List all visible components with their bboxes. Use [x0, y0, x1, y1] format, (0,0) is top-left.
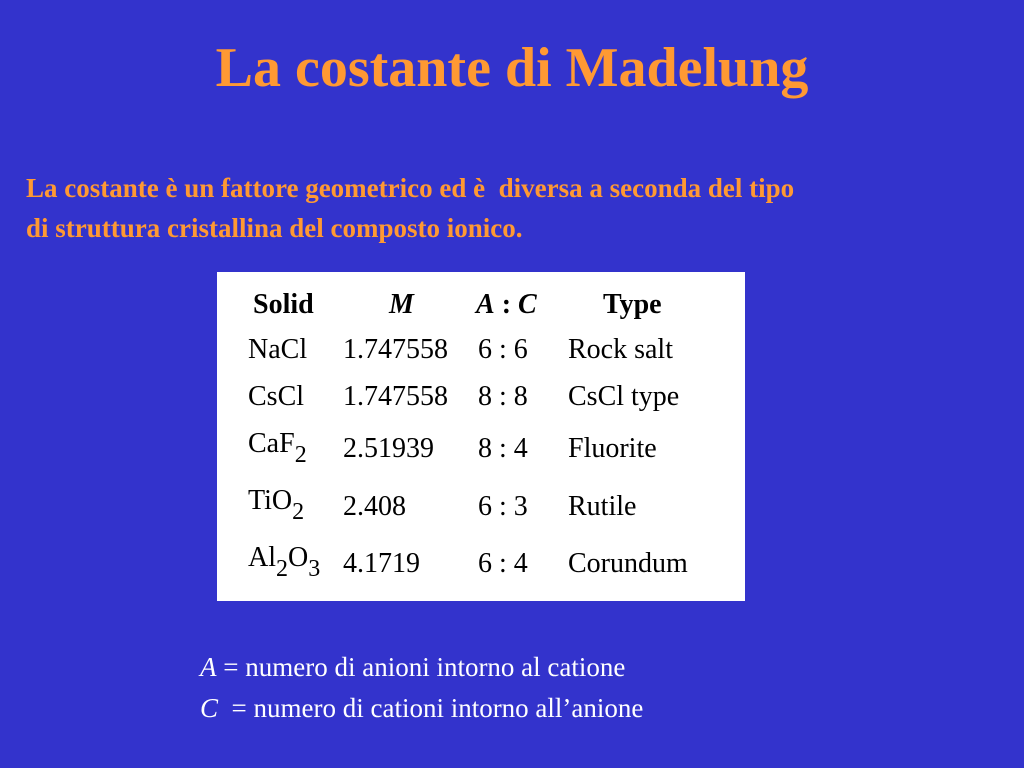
header-m: M: [389, 289, 414, 320]
header-solid: Solid: [253, 289, 314, 320]
row4-ac: 6 : 3: [478, 491, 528, 522]
row3-type: Fluorite: [568, 433, 657, 464]
row5-type: Corundum: [568, 548, 688, 579]
intro-text: [26, 168, 1006, 248]
madelung-table: [217, 272, 745, 601]
header-c: C: [518, 289, 537, 320]
row5-solid: Al2O3: [248, 542, 321, 582]
legend-a: [200, 654, 625, 681]
row1-type: Rock salt: [568, 334, 673, 365]
legend-c-symbol: C: [200, 693, 219, 723]
row2-ac: 8 : 8: [478, 381, 528, 412]
header-colon: :: [494, 289, 519, 320]
row1-m: 1.747558: [343, 334, 448, 365]
legend-a-symbol: A: [200, 652, 217, 682]
row1-solid: NaCl: [248, 334, 308, 365]
slide-title: La costante di Madelung: [215, 37, 809, 99]
row2-m: 1.747558: [343, 381, 448, 412]
header-a: A: [476, 289, 495, 320]
row1-ac: 6 : 6: [478, 334, 528, 365]
row3-ac: 8 : 4: [478, 433, 528, 464]
row5-ac: 6 : 4: [478, 548, 528, 579]
row4-solid: TiO2: [248, 485, 305, 525]
header-type: Type: [603, 289, 662, 320]
row4-type: Rutile: [568, 491, 637, 522]
intro-line-2: di struttura cristallina del composto ionico.: [26, 213, 523, 243]
row5-m: 4.1719: [343, 548, 420, 579]
row3-solid: CaF2: [248, 428, 307, 468]
header-ac: [476, 291, 537, 319]
legend-c-text: = numero di cationi intorno all’anione: [218, 693, 644, 723]
legend-c: [200, 695, 643, 722]
row3-m: 2.51939: [343, 433, 434, 464]
row2-type: CsCl type: [568, 381, 680, 412]
intro-line-1: La costante è un fattore geometrico ed è diversa a seconda del tipo: [26, 173, 795, 203]
row2-solid: CsCl: [248, 381, 305, 412]
table-content: [217, 272, 745, 601]
legend-a-text: = numero di anioni intorno al catione: [216, 652, 626, 682]
row4-m: 2.408: [343, 491, 406, 522]
